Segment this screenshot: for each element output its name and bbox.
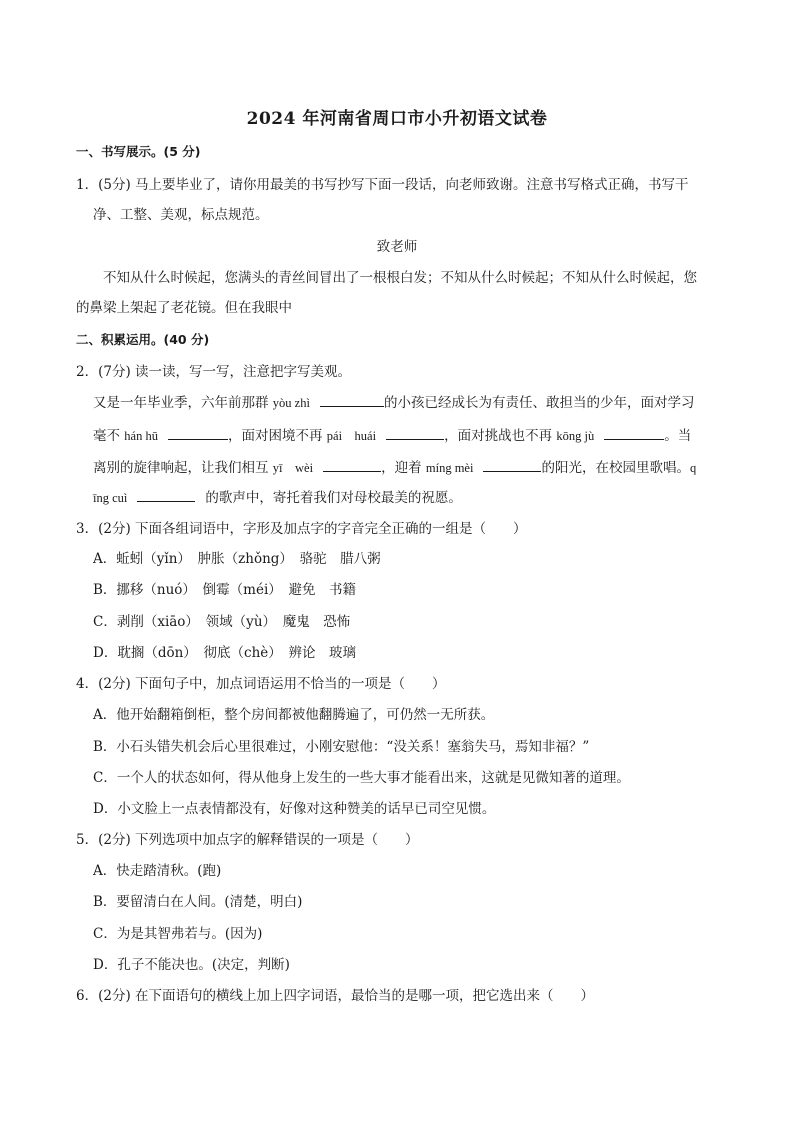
q2-text: 的小孩已经成长为有责任、敢担当的少年，面对学习 [383, 395, 695, 411]
q1-stem-line2: 净、工整、美观，标点规范。 [93, 207, 269, 223]
q3-option-a: A．蚯蚓（yǐn） 肿胀（zhǒng） 骆驼 腊八粥 [93, 551, 381, 567]
pinyin-label: pái huái [326, 429, 377, 443]
pinyin-label: míng mèi [425, 461, 474, 475]
q5-stem: 5．(2分) 下列选项中加点字的解释错误的一项是（ ） [76, 832, 419, 848]
q2-text: ，面对困境不再 [227, 428, 327, 444]
pinyin-label: yòu zhì [272, 396, 310, 410]
q2-text: ，迎着 [381, 460, 426, 476]
q2-text: 又是一年毕业季，六年前那群 [93, 395, 273, 411]
answer-blank[interactable] [137, 487, 195, 502]
q3-option-d: D．耽搁（dōn） 彻底（chè） 辨论 玻璃 [93, 645, 357, 661]
q5-option-a: A．快走踏清秋。(跑) [93, 863, 222, 879]
q2-text: 的歌声中，寄托着我们对母校最美的祝愿。 [205, 490, 462, 506]
section-heading-accumulation: 二、积累运用。(40 分) [76, 332, 210, 347]
q4-stem: 4．(2分) 下面句子中，加点词语运用不恰当的一项是（ ） [76, 676, 446, 692]
q2-text: 毫不 [93, 428, 125, 444]
q2-line4 [93, 487, 462, 508]
q4-option-d: D．小文脸上一点表情都没有，好像对这种赞美的话早已司空见惯。 [93, 801, 496, 817]
q1-passage-line1: 不知从什么时候起，您满头的青丝间冒出了一根根白发；不知从什么时候起；不知从什么时候起，您 [103, 270, 697, 286]
q1-stem-line1: 1．(5分) 马上要毕业了，请你用最美的书写抄写下面一段话，向老师致谢。注意书写格式正确，书写干 [76, 177, 689, 193]
q6-stem: 6．(2分) 在下面语句的横线上加上四字词语，最恰当的是哪一项，把它选出来（ ） [76, 988, 595, 1004]
q3-stem: 3．(2分) 下面各组词语中，字形及加点字的字音完全正确的一组是（ ） [76, 521, 527, 537]
answer-blank[interactable] [483, 457, 541, 472]
q4-option-b: B．小石头错失机会后心里很难过，小刚安慰他：“没关系！塞翁失马，焉知非福？” [93, 739, 590, 755]
answer-blank[interactable] [320, 392, 384, 407]
q2-stem: 2．(7分) 读一读，写一写，注意把字写美观。 [76, 364, 352, 380]
q5-option-c: C．为是其智弗若与。(因为) [93, 926, 263, 942]
pinyin-label: hán hū [124, 429, 158, 443]
pinyin-label: yī wèi [272, 461, 314, 475]
pinyin-label: kōng jù [556, 429, 595, 443]
page-title: 2024 年河南省周口市小升初语文试卷 [246, 109, 548, 129]
q2-line1 [93, 392, 694, 413]
q2-text: ，面对挑战也不再 [444, 428, 557, 444]
q5-option-d: D．孔子不能决也。(决定，判断) [93, 957, 290, 973]
q2-text: 。当 [664, 428, 692, 444]
q5-option-b: B．要留清白在人间。(清楚，明白) [93, 894, 303, 910]
q2-line2 [93, 425, 691, 446]
q1-passage-heading: 致老师 [376, 239, 418, 255]
q2-text: 离别的旋律响起，让我们相互 [93, 460, 273, 476]
pinyin-label: q [689, 461, 697, 475]
answer-blank[interactable] [386, 425, 444, 440]
section-heading-writing: 一、书写展示。(5 分) [76, 144, 201, 159]
q4-option-a: A．他开始翻箱倒柜，整个房间都被他翻腾遍了，可仍然一无所获。 [93, 707, 495, 723]
q2-text: 的阳光，在校园里歌唱。 [541, 460, 690, 476]
q3-option-b: B．挪移（nuó） 倒霉（méi） 避免 书籍 [93, 582, 357, 598]
pinyin-label: īng cuì [93, 491, 128, 505]
answer-blank[interactable] [168, 425, 228, 440]
q4-option-c: C．一个人的状态如何，得从他身上发生的一些大事才能看出来，这就是见微知著的道理。 [93, 770, 630, 786]
q2-line3 [93, 457, 696, 478]
q1-passage-line2: 的鼻梁上架起了老花镜。但在我眼中 [76, 300, 292, 316]
answer-blank[interactable] [604, 425, 664, 440]
answer-blank[interactable] [323, 457, 381, 472]
q3-option-c: C．剥削（xiāo） 领域（yù） 魔鬼 恐怖 [93, 614, 351, 630]
